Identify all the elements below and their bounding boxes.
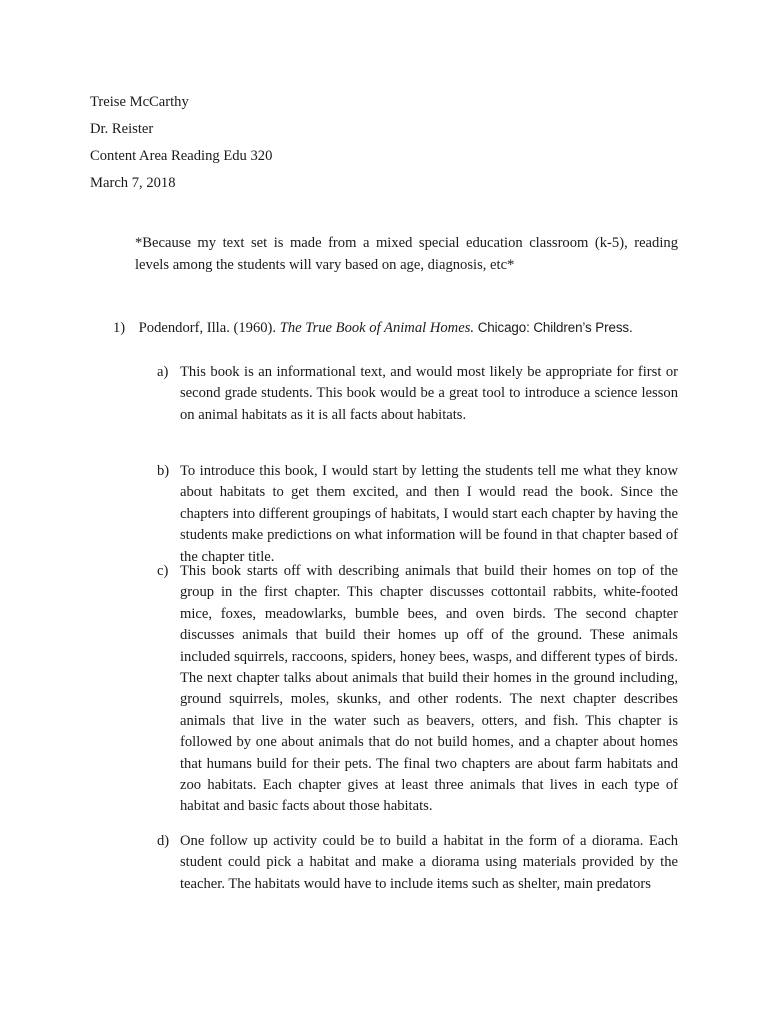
course-name: Content Area Reading Edu 320 [90, 148, 273, 164]
list-item-text: This book is an informational text, and would most likely be appropriate for first or second grade students. This book would be a great tool to introduce a science lesson on animal habitats as it is all facts about habitats. [180, 364, 678, 423]
book-citation [113, 318, 713, 338]
list-item [157, 461, 678, 568]
list-item-text: This book starts off with describing animals that build their homes on top of the group in the first chapter. This chapter discusses cottontail rabbits, white-footed mice, foxes, meadowlarks, bumble bees, and oven birds. The second chapter discusses animals that build their homes up off of the ground. These animals included squirrels, raccoons, spiders, honey bees, wasps, and different types of birds. The next chapter talks about animals that build their homes in the ground including, ground squirrels, moles, skunks, and other rodents. The next chapter describes animals that live in the water such as beavers, otters, and fish. This chapter is followed by one about animals that do not build homes, and a chapter about homes that humans build for their pets. The final two chapters are about farm habitats and zoo habitats. Each chapter gives at least three animals that lives in each type of habitat and basic facts about those habitats. [180, 563, 678, 815]
list-item [157, 561, 678, 818]
list-item-letter: a) [157, 364, 169, 380]
list-item [157, 831, 678, 895]
list-item-text: To introduce this book, I would start by letting the students tell me what they know about habitats to get them excited, and then I would read the book. Since the chapters into different groupings of habitats, I would start each chapter by having the students make predictions on what information will be found in that chapter based of the chapter title. [180, 463, 678, 565]
citation-title: The True Book of Animal Homes. [279, 320, 475, 336]
list-item [157, 362, 678, 426]
list-item-letter: c) [157, 563, 169, 579]
citation-publisher: Chicago: Children’s Press. [477, 320, 633, 335]
document-header [90, 92, 690, 200]
author-name: Treise McCarthy [90, 94, 189, 110]
document-date: March 7, 2018 [90, 175, 176, 191]
list-item-text: One follow up activity could be to build a habitat in the form of a diorama. Each student could pick a habitat and make a diorama using materials provided by the teacher. The habitats would have to include items such as shelter, main predators [180, 833, 678, 892]
instructor-name: Dr. Reister [90, 121, 154, 137]
list-item-letter: d) [157, 833, 170, 849]
citation-number: 1) [113, 320, 126, 336]
intro-note: *Because my text set is made from a mixed special education classroom (k-5), reading levels among the students will vary based on age, diagnosis, etc* [135, 235, 678, 273]
list-item-letter: b) [157, 463, 170, 479]
citation-authors: Podendorf, Illa. (1960). [138, 320, 277, 336]
